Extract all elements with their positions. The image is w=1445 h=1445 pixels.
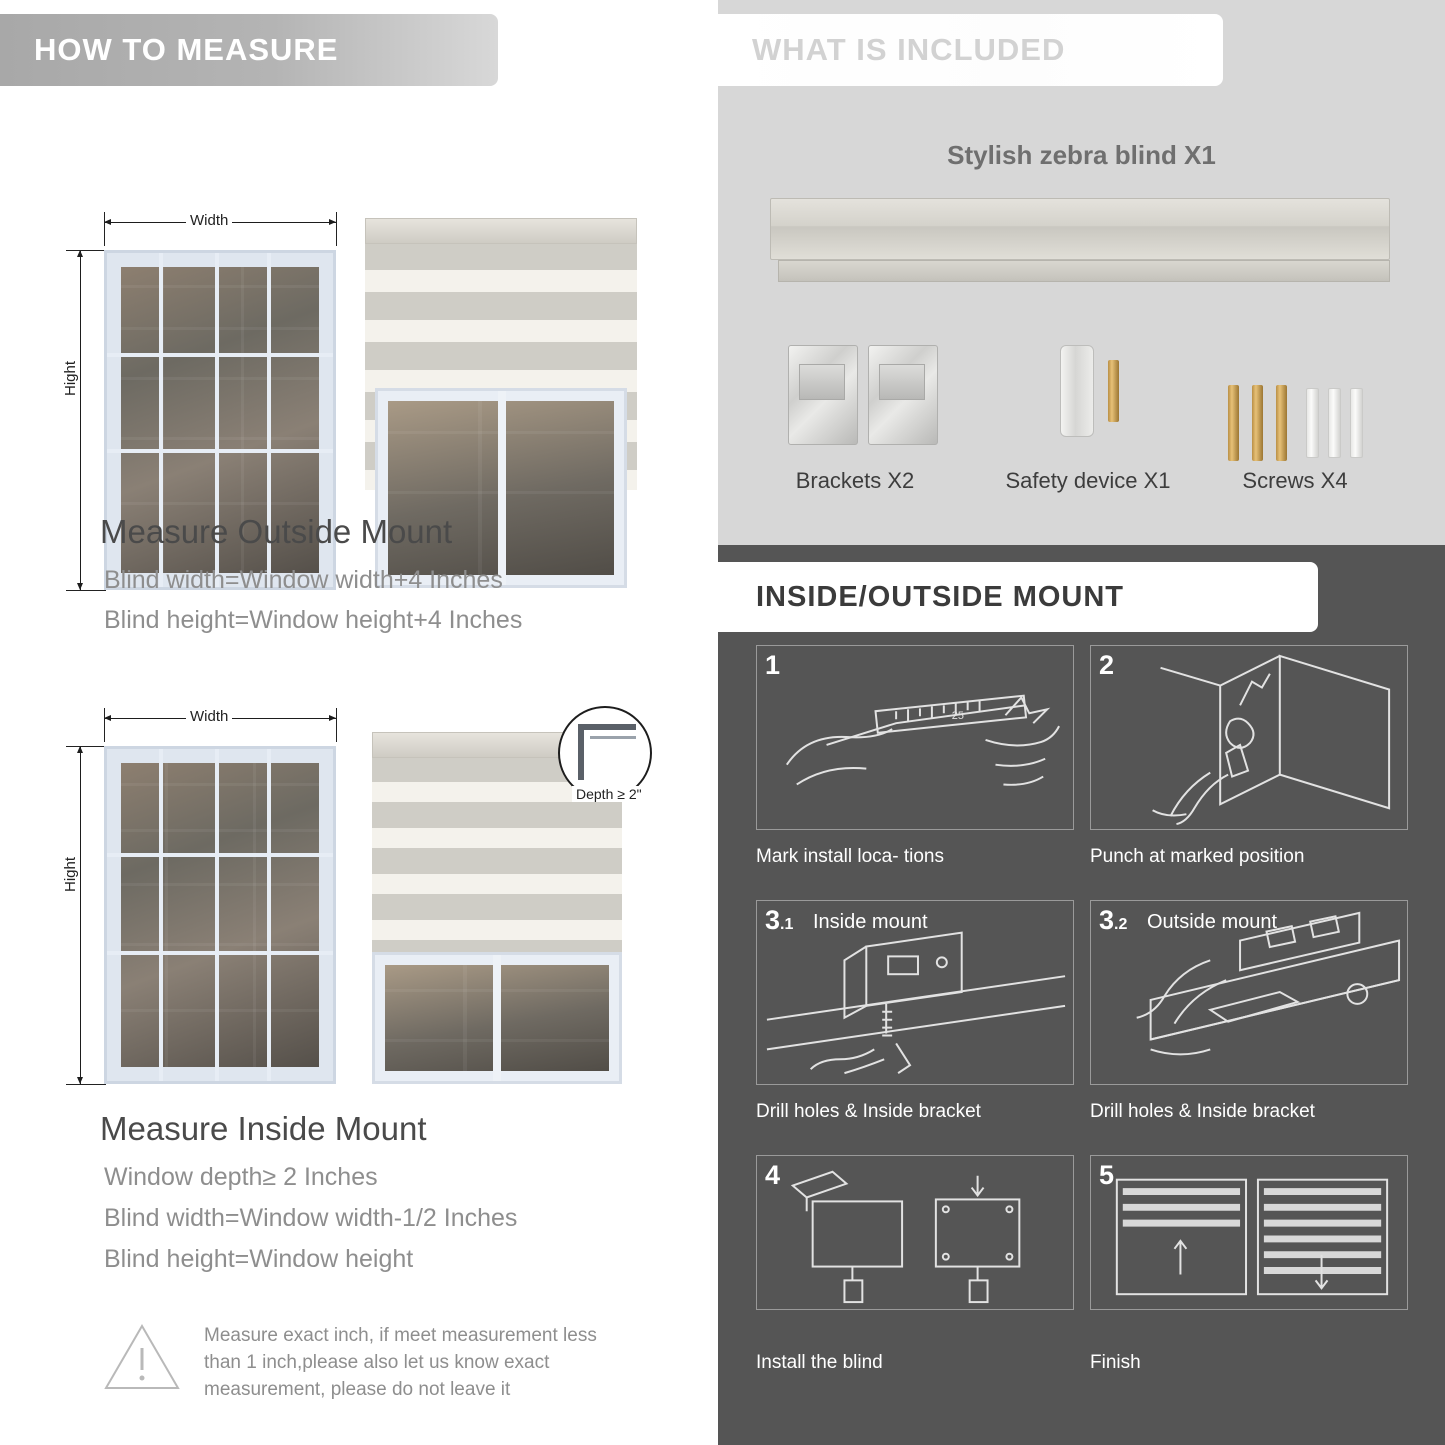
- step-3-2-caption: Drill holes & Inside bracket: [1090, 1101, 1315, 1122]
- inside-width-tick-right: [336, 708, 337, 742]
- inside-mount-line-2: Blind width=Window width-1/2 Inches: [104, 1204, 518, 1232]
- step-3-1-subtitle: Inside mount: [813, 911, 928, 933]
- inside-height-label: Hight: [62, 853, 79, 896]
- step-3-1-number: 3.1: [765, 905, 794, 935]
- outside-mount-window-below: [375, 388, 627, 588]
- step-3-2-number: 3.2: [1099, 905, 1128, 935]
- anchor-1: [1306, 388, 1319, 458]
- step-5-number: 5: [1099, 1160, 1115, 1190]
- inside-mount-line-3: Blind height=Window height: [104, 1245, 414, 1273]
- bracket-part-1: [788, 345, 858, 445]
- step-4-sketch: [757, 1156, 1073, 1309]
- inside-mount-line-1: Window depth≥ 2 Inches: [104, 1163, 378, 1191]
- inside-outside-mount-ribbon: [718, 562, 1318, 632]
- outside-mount-line-1: Blind width=Window width+4 Inches: [104, 566, 503, 594]
- what-is-included-ribbon: [718, 14, 1223, 86]
- how-to-measure-title: HOW TO MEASURE: [34, 32, 339, 67]
- screw-2: [1252, 385, 1263, 461]
- zebra-blind-headrail-base: [778, 260, 1390, 282]
- bracket-part-2: [868, 345, 938, 445]
- brackets-label: Brackets X2: [795, 468, 915, 493]
- outside-width-label: Width: [186, 212, 232, 229]
- measure-warning: [104, 1322, 624, 1412]
- warning-triangle-icon: [104, 1322, 180, 1392]
- inside-mount-diagram: [0, 696, 712, 1096]
- outside-height-arrow: [80, 250, 81, 590]
- outside-height-tick-top: [66, 250, 106, 251]
- inside-window-grid: [107, 749, 333, 1081]
- step-2: [1090, 645, 1408, 830]
- anchor-2: [1328, 388, 1341, 458]
- outside-mount-diagram: [0, 100, 712, 500]
- inside-mount-title: Measure Inside Mount: [100, 1110, 427, 1147]
- step-4-number: 4: [765, 1160, 781, 1190]
- screws-label: Screws X4: [1242, 468, 1348, 493]
- step-3-1: [756, 900, 1074, 1085]
- outside-width-tick-right: [336, 212, 337, 246]
- step-5-caption: Finish: [1090, 1352, 1141, 1373]
- anchor-3: [1350, 388, 1363, 458]
- step-1: [756, 645, 1074, 830]
- screw-1: [1228, 385, 1239, 461]
- what-is-included-title: WHAT IS INCLUDED: [752, 32, 1066, 67]
- blind-headrail: [365, 218, 637, 244]
- safety-device-part: [1060, 345, 1094, 437]
- step-2-caption: Punch at marked position: [1090, 846, 1305, 867]
- step-2-sketch: [1091, 646, 1407, 829]
- step-1-caption: Mark install loca- tions: [756, 846, 944, 867]
- step-5-sketch: [1091, 1156, 1407, 1309]
- measure-warning-text: Measure exact inch, if meet measurement less than 1 inch,please also let us know exact measurement, please do not leave it: [204, 1325, 597, 1400]
- inside-mount-window-below: [372, 952, 622, 1084]
- step-3-2-subtitle: Outside mount: [1147, 911, 1278, 933]
- inside-height-tick-bottom: [66, 1084, 106, 1085]
- how-to-measure-ribbon: [0, 14, 498, 86]
- how-to-measure-panel: [0, 0, 712, 1445]
- inside-height-arrow: [80, 746, 81, 1084]
- included-main-item-label: Stylish zebra blind X1: [947, 140, 1216, 170]
- outside-height-label: Hight: [62, 357, 79, 400]
- outside-mount-line-2: Blind height=Window height+4 Inches: [104, 606, 523, 634]
- inside-width-tick-left: [104, 708, 105, 742]
- inside-outside-mount-title: INSIDE/OUTSIDE MOUNT: [756, 580, 1125, 613]
- step-5: [1090, 1155, 1408, 1310]
- inside-height-tick-top: [66, 746, 106, 747]
- outside-width-tick-left: [104, 212, 105, 246]
- zebra-blind-headrail-image: [770, 198, 1390, 260]
- inside-window-illustration: [104, 746, 336, 1084]
- step-2-number: 2: [1099, 650, 1115, 680]
- step-4: [756, 1155, 1074, 1310]
- svg-text:25: 25: [951, 710, 964, 723]
- safety-device-label: Safety device X1: [1005, 468, 1171, 493]
- step-4-caption: Install the blind: [756, 1352, 883, 1373]
- screw-3: [1276, 385, 1287, 461]
- step-3-2-sketch: [1091, 901, 1407, 1084]
- step-1-number: 1: [765, 650, 781, 680]
- step-3-1-sketch: [757, 901, 1073, 1084]
- outside-height-tick-bottom: [66, 590, 106, 591]
- step-3-2: [1090, 900, 1408, 1085]
- outside-mount-title: Measure Outside Mount: [100, 513, 453, 550]
- depth-label: Depth ≥ 2": [572, 786, 646, 802]
- step-3-1-caption: Drill holes & Inside bracket: [756, 1101, 981, 1122]
- step-1-sketch: [757, 646, 1073, 829]
- safety-device-screw: [1108, 360, 1119, 422]
- inside-width-label: Width: [186, 708, 232, 725]
